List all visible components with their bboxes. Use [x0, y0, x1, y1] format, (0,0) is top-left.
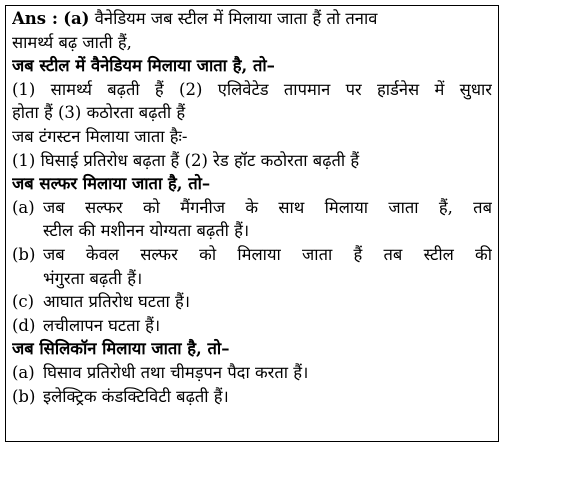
intro-line-2: सामर्थ्य बढ़ जाती हैं, [12, 32, 132, 52]
item-text: जब केवल सल्फर को मिलाया जाता हैं तब स्टील की [43, 244, 492, 264]
answer-box [5, 5, 499, 442]
sulphur-item-a-cont: स्टील की मशीनन योग्यता बढ़ती हैं। [43, 221, 250, 241]
tungsten-heading: जब टंगस्टन मिलाया जाता हैः- [12, 126, 188, 146]
item-text: लचीलापन घटता हैं। [43, 315, 161, 335]
vanadium-line-2: होता हैं (3) कठोरता बढ़ती हैं [12, 103, 186, 123]
sulphur-heading: जब सल्फर मिलाया जाता है, तो– [12, 174, 211, 194]
intro-marker: (a) [63, 9, 90, 28]
silicon-item-b [12, 385, 492, 409]
vanadium-line-1: (1) सामर्थ्य बढ़ती हैं (2) एलिवेटेड तापमान पर हार्डनेस में सुधार [12, 79, 492, 99]
intro-text-1: वैनेडियम जब स्टील में मिलाया जाता हैं तो तनाव [94, 9, 378, 28]
item-label: (c) [12, 292, 35, 312]
tungsten-line-1: (1) घिसाई प्रतिरोध बढ़ता हैं (2) रेड हॉट कठोरता बढ़ती हैं [12, 150, 360, 170]
intro-line-1 [12, 7, 492, 31]
silicon-item-a [12, 361, 492, 385]
sulphur-item-c [12, 290, 492, 314]
sulphur-item-a [12, 196, 492, 220]
silicon-heading: जब सिलिकॉन मिलाया जाता है, तो– [12, 339, 230, 359]
item-text: जब सल्फर को मैंगनीज के साथ मिलाया जाता हैं, तब [43, 197, 492, 217]
item-label: (d) [12, 315, 36, 335]
sulphur-item-d [12, 314, 492, 338]
item-text: इलेक्ट्रिक कंडक्टिविटी बढ़ती हैं। [43, 386, 229, 406]
item-label: (b) [12, 386, 36, 406]
vanadium-heading: जब स्टील में वैनेडियम मिलाया जाता है, तो– [12, 56, 275, 76]
sulphur-item-b [12, 243, 492, 267]
answer-prefix: Ans : [12, 9, 58, 28]
item-label: (b) [12, 244, 36, 264]
sulphur-item-b-cont: भंगुरता बढ़ती हैं। [43, 268, 143, 288]
item-label: (a) [12, 362, 35, 382]
item-label: (a) [12, 197, 35, 217]
item-text: आघात प्रतिरोध घटता हैं। [43, 292, 191, 312]
item-text: घिसाव प्रतिरोधी तथा चीमड़पन पैदा करता हैं। [43, 362, 309, 382]
